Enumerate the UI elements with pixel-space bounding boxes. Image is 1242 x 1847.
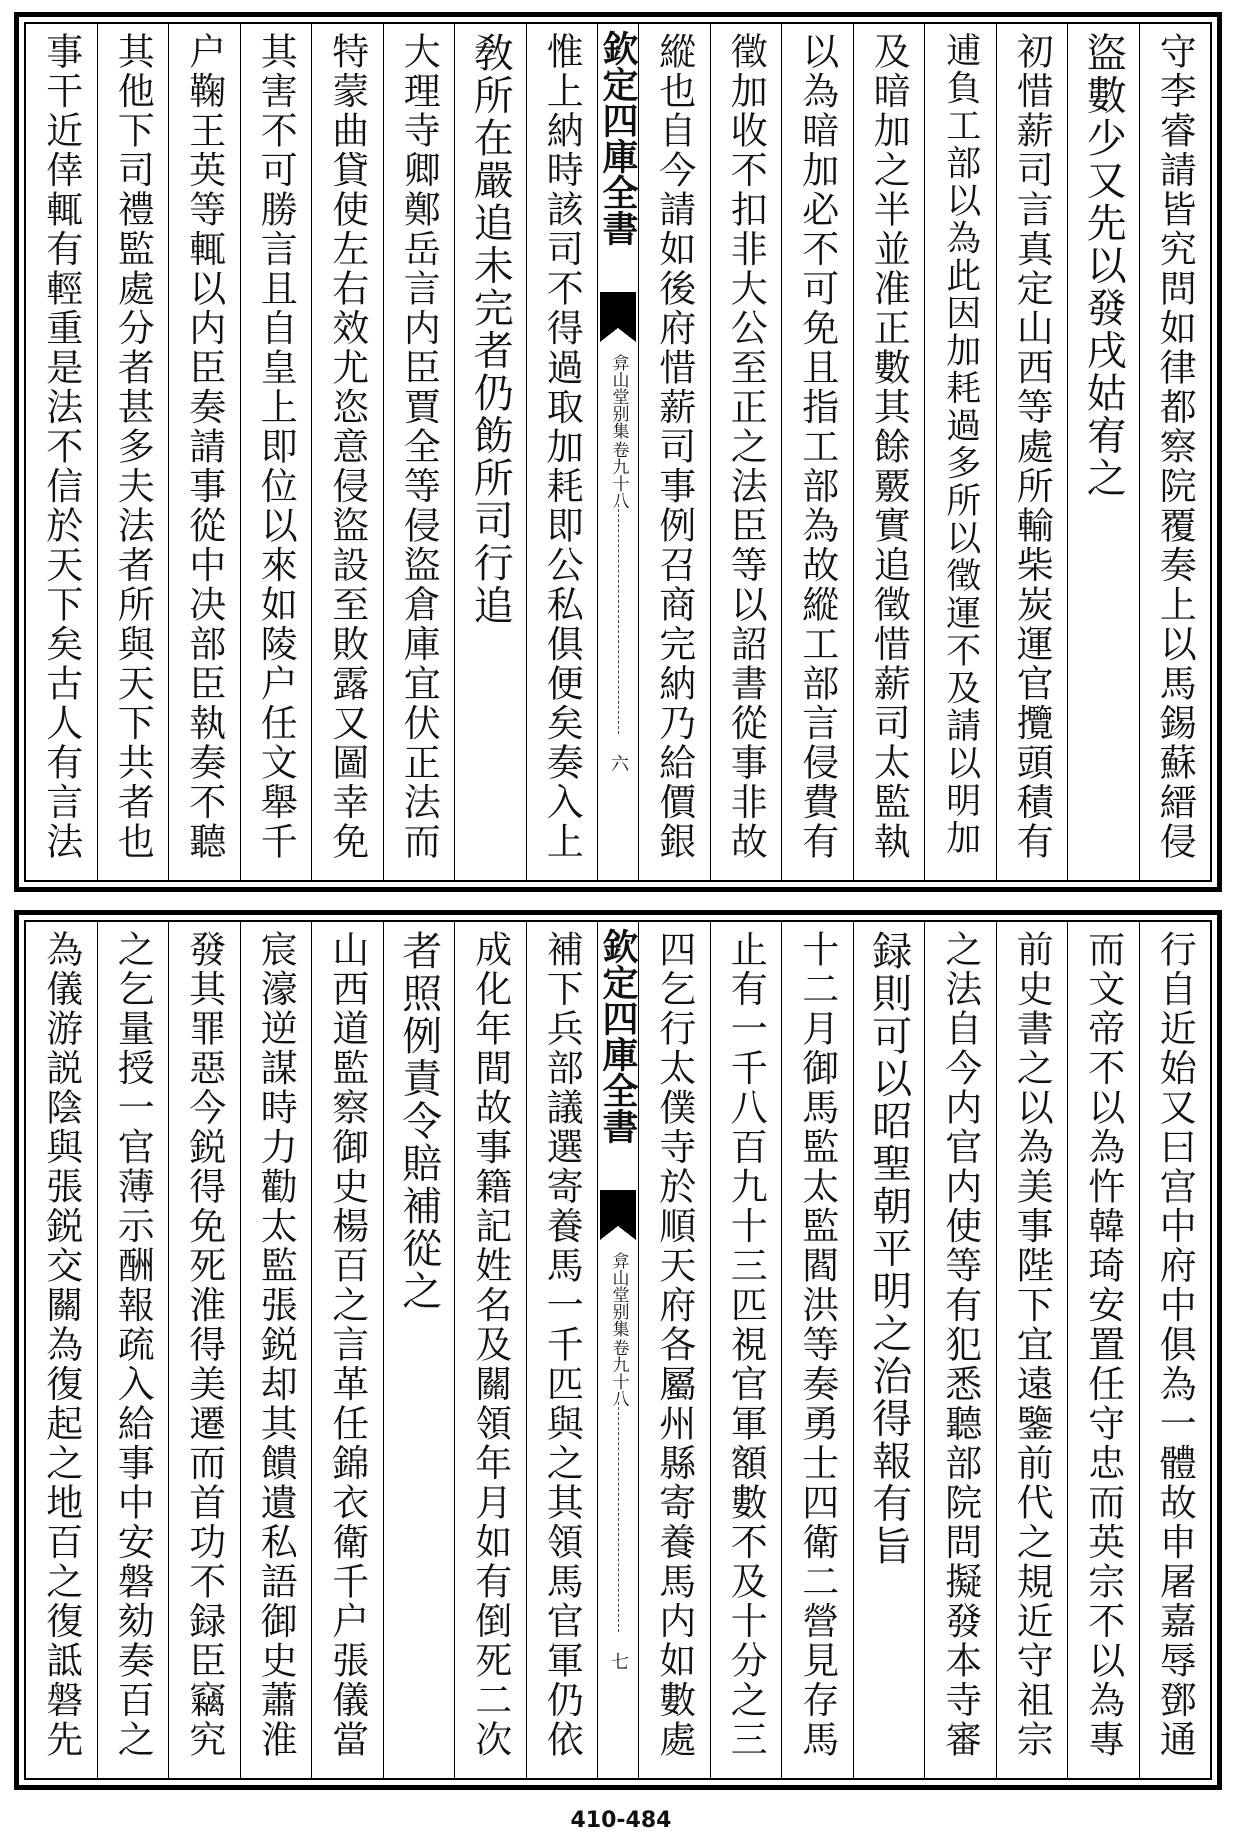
column-text: 十二月御馬監太監閻洪等奏勇士四衛二營見存馬 (795, 930, 839, 1760)
center-margin (597, 922, 638, 1778)
column-text: 特蒙曲貸使左右效尤恣意侵盜設至敗露又圖幸免 (325, 32, 369, 862)
column-text: 守李睿請皆究問如律都察院覆奏上以馬錫蘇縉侵 (1153, 32, 1197, 862)
top-page-frame (14, 12, 1222, 892)
column-text: 成化年間故事籍記姓名及關領年月如有倒死二次 (468, 930, 512, 1760)
column-text: 四乞行太僕寺於順天府各屬州縣寄養馬内如數處 (652, 930, 696, 1760)
collection-title: 弇山堂别集 (608, 1252, 629, 1337)
text-column (240, 922, 312, 1778)
text-column (1067, 922, 1139, 1778)
text-column (383, 24, 455, 880)
book-title: 欽定四庫全書 (597, 928, 639, 1144)
text-column (710, 24, 782, 880)
text-column (638, 922, 710, 1778)
bottom-page-frame (14, 910, 1222, 1790)
column-text: 者照例責令賠補從之 (395, 930, 442, 1313)
column-text: 之乞量授一官薄示酬報疏入給事中安磐劾奏百之 (111, 930, 155, 1760)
column-text: 而文帝不以為忤韓琦安置任守忠而英宗不以為專 (1081, 930, 1125, 1760)
center-rule (618, 1402, 619, 1632)
column-text: 縱也自今請如後府惜薪司事例召商完納乃給價銀 (652, 32, 696, 862)
column-text: 山西道監察御史楊百之言革任錦衣衛千户張儀當 (325, 930, 369, 1760)
column-text: 宸濠逆謀時力勸太監張鋭却其饋遺私語御史蕭淮 (254, 930, 298, 1760)
column-text: 補下兵部議選寄養馬一千匹與之其領馬官軍仍依 (540, 930, 584, 1760)
text-column (240, 24, 312, 880)
book-title: 欽定四庫全書 (597, 30, 639, 246)
column-text: 其害不可勝言且自皇上即位以來如陵户任文舉千 (254, 32, 298, 862)
collection-title: 弇山堂别集 (608, 354, 629, 439)
column-text: 行自近始又曰宫中府中俱為一體故申屠嘉辱鄧通 (1153, 930, 1197, 1760)
text-column (996, 24, 1068, 880)
leaf-number: 六 (608, 754, 629, 772)
column-text: 前史書之以為美事陛下宜遠鑒前代之規近守祖宗 (1010, 930, 1054, 1760)
column-text: 逋負工部以為此因加耗過多所以徵運不及請以明加 (940, 32, 981, 857)
column-text: 録則可以昭聖朝平明之治得報有旨 (865, 930, 912, 1568)
column-text: 為儀游説陰與張鋭交關為復起之地百之復詆磐先 (39, 930, 83, 1760)
column-text: 大理寺卿鄭岳言内臣賈全等侵盜倉庫宜伏正法而 (397, 32, 441, 862)
text-column (526, 24, 598, 880)
text-column (781, 922, 853, 1778)
bottom-page-text (24, 920, 1212, 1780)
column-text: 及暗加之半並准正數其餘覈實追徵惜薪司太監執 (867, 32, 911, 862)
center-margin (597, 24, 638, 880)
fish-tail-mark (600, 1190, 636, 1226)
collection-volume (610, 1252, 627, 1407)
text-column (924, 24, 996, 880)
text-column (1139, 922, 1211, 1778)
text-column (26, 24, 97, 880)
text-column (924, 922, 996, 1778)
text-column (168, 922, 240, 1778)
column-text: 之法自今内官内使等有犯悉聽部院問擬發本寺審 (938, 930, 982, 1760)
text-column (781, 24, 853, 880)
page-footer-number: 410-484 (570, 1808, 672, 1833)
text-column (311, 24, 383, 880)
text-column (853, 922, 925, 1778)
column-text: 事干近倖輒有輕重是法不信於天下矣古人有言法 (39, 32, 83, 862)
text-column (526, 922, 598, 1778)
volume-number: 卷九十八 (608, 441, 629, 509)
text-column (454, 922, 526, 1778)
text-column (168, 24, 240, 880)
column-text: 惟上納時該司不得過取加耗即公私俱便矣奏入上 (540, 32, 584, 862)
text-column (97, 24, 169, 880)
text-column (454, 24, 526, 880)
column-text: 徵加收不扣非大公至正之法臣等以詔書從事非故 (724, 32, 768, 862)
text-column (97, 922, 169, 1778)
column-text: 盜數少又先以發戌姑宥之 (1080, 32, 1127, 500)
text-column (1067, 24, 1139, 880)
fish-tail-mark (600, 292, 636, 328)
top-page-text (24, 22, 1212, 882)
column-text: 敎所在嚴追未完者仍飭所司行追 (467, 32, 514, 627)
text-column (311, 922, 383, 1778)
text-column (383, 922, 455, 1778)
text-column (1139, 24, 1211, 880)
column-text: 其他下司禮監處分者甚多夫法者所與天下共者也 (111, 32, 155, 862)
text-column (710, 922, 782, 1778)
text-column (638, 24, 710, 880)
leaf-number: 七 (608, 1652, 629, 1670)
text-column (26, 922, 97, 1778)
column-text: 止有一千八百九十三匹視官軍額數不及十分之三 (724, 930, 768, 1760)
center-rule (618, 504, 619, 734)
column-text: 户鞠王英等輒以内臣奏請事從中决部臣執奏不聽 (182, 32, 226, 862)
volume-number: 卷九十八 (608, 1339, 629, 1407)
text-column (996, 922, 1068, 1778)
text-column (853, 24, 925, 880)
column-text: 初惜薪司言真定山西等處所輸柴炭運官攬頭積有 (1010, 32, 1054, 862)
column-text: 發其罪惡今鋭得免死淮得美遷而首功不録臣竊究 (182, 930, 226, 1760)
collection-volume (610, 354, 627, 509)
column-text: 以為暗加必不可免且指工部為故縱工部言侵費有 (795, 32, 839, 862)
